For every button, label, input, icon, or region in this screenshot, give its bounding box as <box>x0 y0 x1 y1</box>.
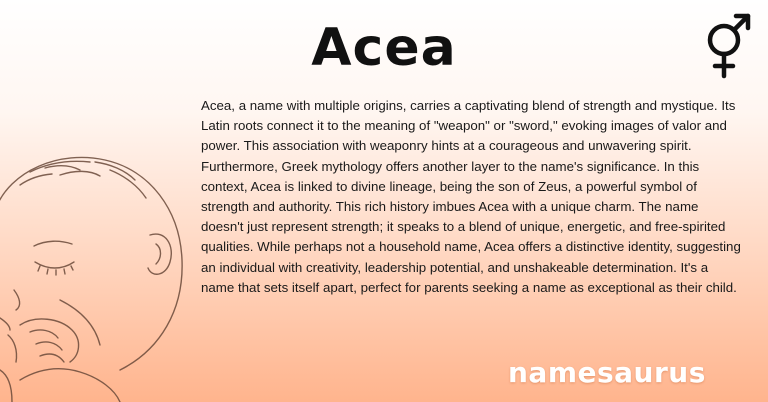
baby-illustration <box>0 140 200 402</box>
male-female-symbol-icon <box>700 10 756 82</box>
namesaurus-logo[interactable]: namesaurus <box>508 356 706 389</box>
name-title: Acea <box>311 18 457 78</box>
name-description: Acea, a name with multiple origins, carries a captivating blend of strength and mystique. Its Latin roots connect it to the meaning of "weapon" or "sword," evoking images of valor and power. This association with weaponry hints at a courageous and unwavering spirit. Furthermore, Greek mythology offers another layer to the name's significance. In this context, Acea is linked to divine lineage, being the son of Zeus, a powerful symbol of strength and authority. This rich history imbues Acea with a unique charm. The name doesn't just represent strength; it speaks to a blend of unique, energetic, and free-spirited qualities. While perhaps not a household name, Acea offers a distinctive identity, suggesting an individual with creativity, leadership potential, and unshakeable determination. It's a name that sets itself apart, perfect for parents seeking a name as exceptional as their child. <box>201 98 741 295</box>
